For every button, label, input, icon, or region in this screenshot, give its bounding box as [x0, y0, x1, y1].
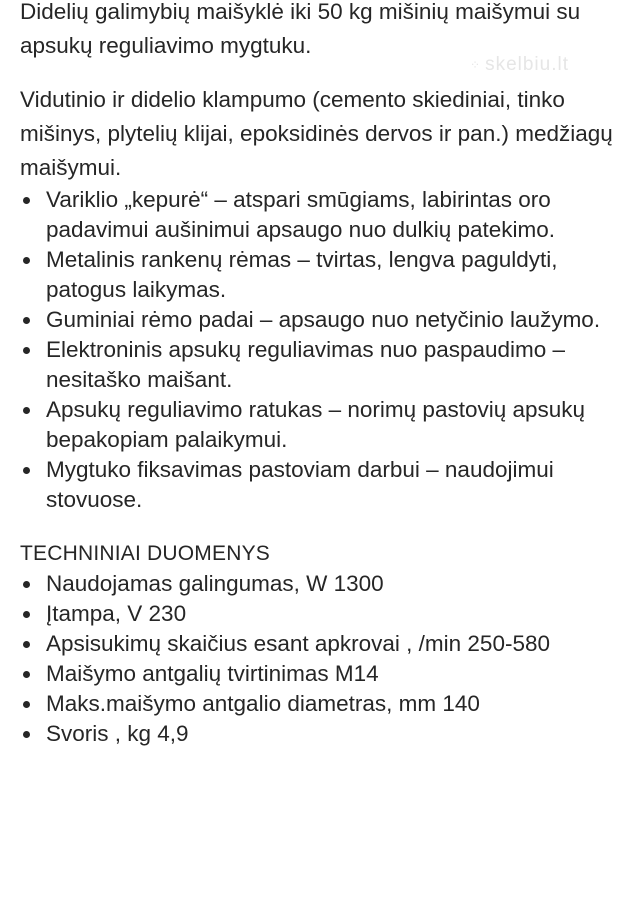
list-item: Guminiai rėmo padai – apsaugo nuo netyčinio laužymo. — [20, 305, 635, 335]
list-item: Elektroninis apsukų reguliavimas nuo paspaudimo – nesitaško maišant. — [20, 335, 635, 395]
list-item: Variklio „kepurė“ – atspari smūgiams, labirintas oro padavimui aušinimui apsaugo nuo dulkių patekimo. — [20, 185, 635, 245]
list-item: Maišymo antgalių tvirtinimas M14 — [20, 659, 635, 689]
technical-data-heading: TECHNINIAI DUOMENYS — [20, 542, 270, 565]
list-item: Mygtuko fiksavimas pastoviam darbui – naudojimui stovuose. — [20, 455, 635, 515]
list-item: Metalinis rankenų rėmas – tvirtas, lengva paguldyti, patogus laikymas. — [20, 245, 635, 305]
list-item: Maks.maišymo antgalio diametras, mm 140 — [20, 689, 635, 719]
watermark-text: skelbiu.lt — [485, 54, 569, 75]
list-item: Apsisukimų skaičius esant apkrovai , /min 250-580 — [20, 629, 635, 659]
usage-paragraph: Vidutinio ir didelio klampumo (cemento skiediniai, tinko mišinys, plytelių klijai, epoksidinės dervos ir pan.) medžiagų maišymui. — [20, 87, 613, 180]
list-item: Apsukų reguliavimo ratukas – norimų pastovių apsukų bepakopiam palaikymui. — [20, 395, 635, 455]
list-item: Svoris , kg 4,9 — [20, 719, 635, 749]
technical-data-list — [20, 569, 635, 749]
feature-list — [20, 185, 635, 515]
intro-paragraph: Didelių galimybių maišyklė iki 50 kg mišinių maišymui su apsukų reguliavimo mygtuku. — [20, 0, 581, 58]
watermark-logo-icon: ⁘ — [470, 57, 482, 72]
list-item: Įtampa, V 230 — [20, 599, 635, 629]
watermark — [470, 54, 569, 76]
list-item: Naudojamas galingumas, W 1300 — [20, 569, 635, 599]
